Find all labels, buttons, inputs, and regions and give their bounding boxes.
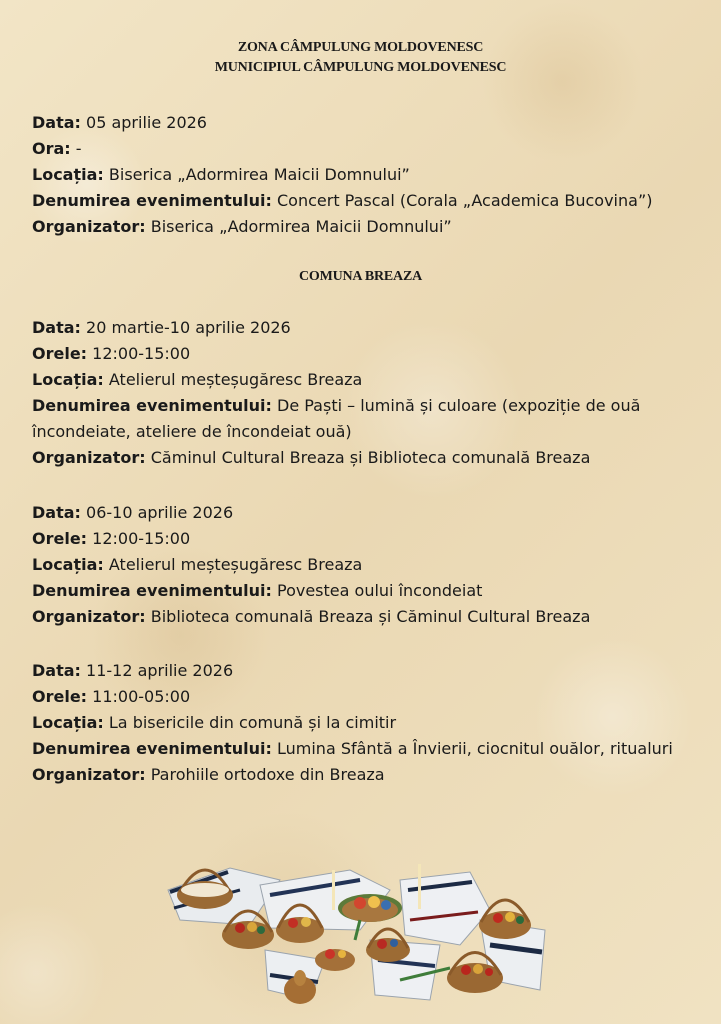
date-value: 11-12 aprilie 2026 bbox=[86, 661, 234, 680]
zone-title: ZONA CÂMPULUNG MOLDOVENESC bbox=[237, 40, 484, 55]
location-label: Locația: bbox=[32, 165, 104, 184]
event-date-row bbox=[32, 110, 692, 136]
event-block-2 bbox=[32, 315, 692, 471]
organizer-label: Organizator: bbox=[32, 607, 146, 626]
date-value: 20 martie-10 aprilie 2026 bbox=[86, 318, 291, 337]
event-location-row bbox=[32, 552, 692, 578]
event-organizer-row bbox=[32, 214, 692, 240]
event-name-value: De Paști – lumină și culoare (expoziție de ouă încondeiate, ateliere de încondeiat ouă) bbox=[32, 396, 641, 441]
event-block-4 bbox=[32, 658, 692, 788]
event-location-row bbox=[32, 162, 692, 188]
event-organizer-row bbox=[32, 762, 692, 788]
organizer-value: Căminul Cultural Breaza și Biblioteca comunală Breaza bbox=[150, 448, 591, 467]
event-block-1 bbox=[32, 110, 692, 240]
event-block-3 bbox=[32, 500, 692, 630]
location-label: Locația: bbox=[32, 370, 104, 389]
time-value: 12:00-15:00 bbox=[92, 529, 191, 548]
event-date-row bbox=[32, 500, 692, 526]
location-value: Atelierul meșteșugăresc Breaza bbox=[108, 370, 363, 389]
event-name-label: Denumirea evenimentului: bbox=[32, 739, 272, 758]
event-name-row bbox=[32, 393, 692, 445]
event-time-row bbox=[32, 684, 692, 710]
event-time-row bbox=[32, 526, 692, 552]
organizer-value: Parohiile ortodoxe din Breaza bbox=[150, 765, 385, 784]
event-time-row bbox=[32, 341, 692, 367]
event-organizer-row bbox=[32, 445, 692, 471]
organizer-label: Organizator: bbox=[32, 448, 146, 467]
event-location-row bbox=[32, 710, 692, 736]
time-value: 12:00-15:00 bbox=[92, 344, 191, 363]
event-name-row bbox=[32, 578, 692, 604]
event-name-value: Povestea oului încondeiat bbox=[277, 581, 483, 600]
event-time-row bbox=[32, 136, 692, 162]
time-value: - bbox=[75, 139, 82, 158]
section-title-block bbox=[0, 267, 721, 287]
location-value: Atelierul meșteșugăresc Breaza bbox=[108, 555, 363, 574]
organizer-label: Organizator: bbox=[32, 765, 146, 784]
event-name-row bbox=[32, 736, 692, 762]
event-name-label: Denumirea evenimentului: bbox=[32, 396, 272, 415]
event-name-value: Concert Pascal (Corala „Academica Bucovina”) bbox=[277, 191, 653, 210]
time-label: Ora: bbox=[32, 139, 71, 158]
location-label: Locația: bbox=[32, 555, 104, 574]
event-location-row bbox=[32, 367, 692, 393]
organizer-value: Biserica „Adormirea Maicii Domnului” bbox=[150, 217, 452, 236]
easter-baskets-image bbox=[160, 850, 550, 1010]
time-label: Orele: bbox=[32, 529, 88, 548]
event-organizer-row bbox=[32, 604, 692, 630]
event-name-label: Denumirea evenimentului: bbox=[32, 191, 272, 210]
date-label: Data: bbox=[32, 503, 81, 522]
date-label: Data: bbox=[32, 113, 81, 132]
time-label: Orele: bbox=[32, 344, 88, 363]
organizer-label: Organizator: bbox=[32, 217, 146, 236]
event-name-row bbox=[32, 188, 692, 214]
event-date-row bbox=[32, 658, 692, 684]
date-value: 06-10 aprilie 2026 bbox=[86, 503, 234, 522]
time-label: Orele: bbox=[32, 687, 88, 706]
date-label: Data: bbox=[32, 661, 81, 680]
location-label: Locația: bbox=[32, 713, 104, 732]
time-value: 11:00-05:00 bbox=[92, 687, 191, 706]
commune-title: COMUNA BREAZA bbox=[298, 269, 423, 284]
header-block bbox=[0, 38, 721, 78]
date-label: Data: bbox=[32, 318, 81, 337]
location-value: Biserica „Adormirea Maicii Domnului” bbox=[108, 165, 410, 184]
date-value: 05 aprilie 2026 bbox=[86, 113, 207, 132]
event-name-label: Denumirea evenimentului: bbox=[32, 581, 272, 600]
municipality-title: MUNICIPIUL CÂMPULUNG MOLDOVENESC bbox=[214, 60, 507, 75]
location-value: La bisericile din comună și la cimitir bbox=[108, 713, 397, 732]
event-date-row bbox=[32, 315, 692, 341]
organizer-value: Biblioteca comunală Breaza și Căminul Cultural Breaza bbox=[150, 607, 591, 626]
event-name-value: Lumina Sfântă a Învierii, ciocnitul ouălor, ritualuri bbox=[277, 739, 673, 758]
